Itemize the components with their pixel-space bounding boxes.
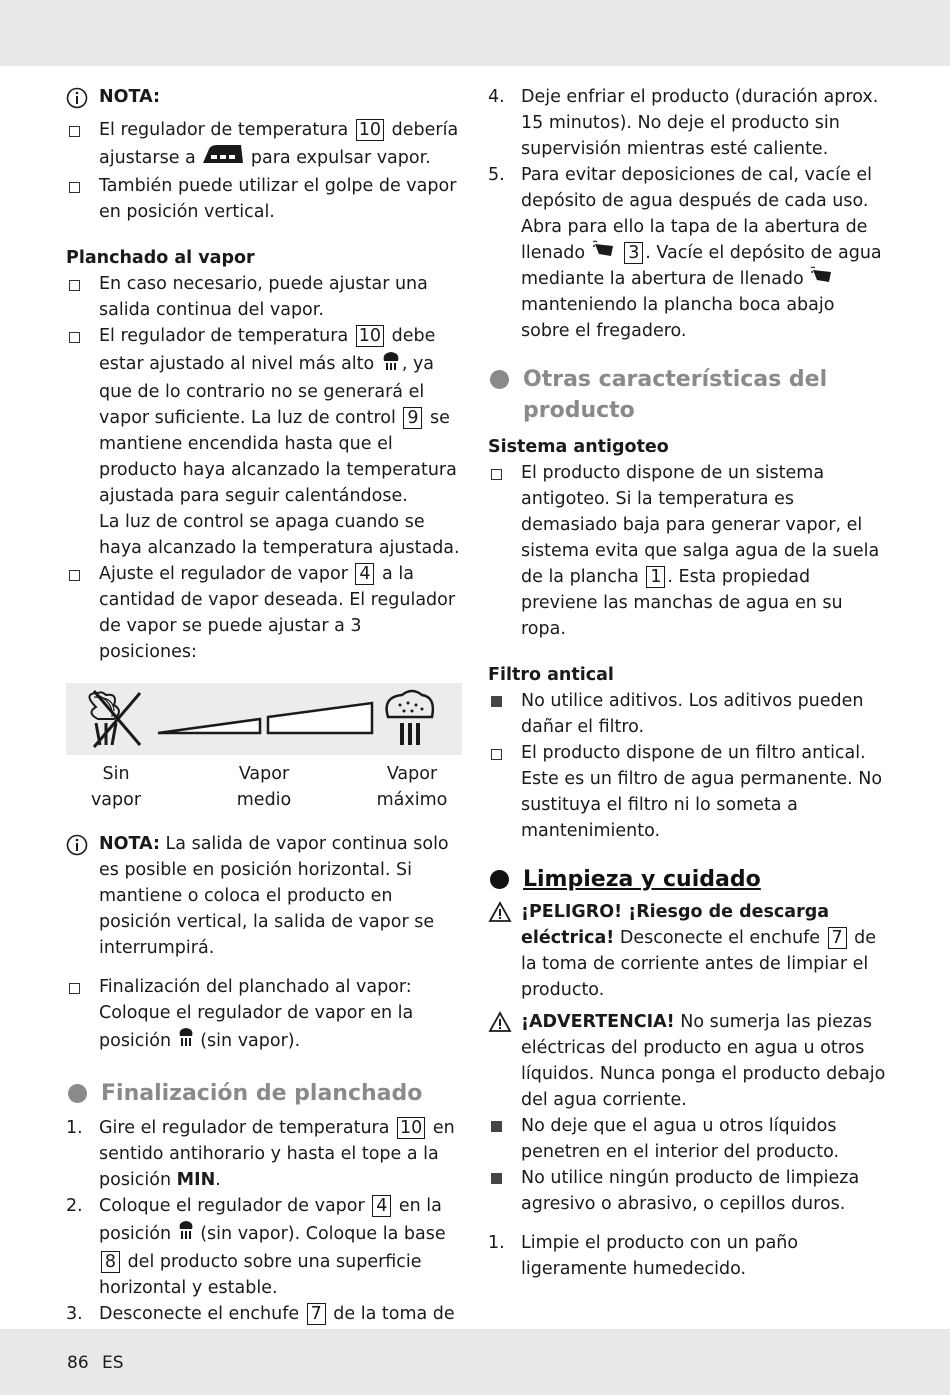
list-item [488,1230,888,1282]
subheading-antigoteo: Sistema antigoteo [488,437,669,457]
text: del producto sobre una superficie horizontal y estable. [99,1252,422,1298]
list-item [66,323,462,561]
checkbox-bullet-icon [69,126,80,137]
no-steam-small-icon [177,1219,195,1249]
square-bullet-icon [491,1173,502,1184]
level-label-none: Sin vapor [90,764,142,810]
danger-block [488,899,888,1003]
part-ref: 10 [397,1117,425,1139]
text: debería ajustarse a [99,120,459,168]
text: de la toma de corriente antes de limpiar el producto. [521,928,877,1000]
info-icon [66,84,99,117]
step-number: 2. [66,1196,83,1216]
note-label: NOTA: [99,834,160,854]
steam-jet-icon [201,143,245,173]
list-item [66,1115,462,1193]
step-number: 3. [66,1304,83,1324]
square-bullet-icon [491,696,502,707]
subheading-planchado-vapor: Planchado al vapor [66,248,255,268]
text: Limpie el producto con un paño ligeramente humedecido. [521,1233,799,1279]
text: Desconecte el enchufe [99,1304,300,1324]
text: Deje enfriar el producto (duración aprox. 15 minutos). No deje el producto sin supervisión mientras esté caliente. [521,87,879,159]
level-label-max: Vapor máximo [376,764,448,810]
note-text: La salida de vapor continua solo es posible en posición horizontal. Si mantiene o coloca el producto en posición vertical, la salida de vapor se interrumpirá. [99,834,449,958]
list-item [66,117,462,173]
part-ref: 7 [307,1303,326,1325]
list-item [66,173,462,225]
checkbox-bullet-icon [69,332,80,343]
language-code: ES [102,1353,124,1373]
list-item [66,561,462,665]
subheading-filtro: Filtro antical [488,665,614,685]
text: El producto dispone de un filtro antical. Este es un filtro de agua permanente. No sustituya el filtro ni lo someta a mantenimiento. [521,743,883,841]
list-item [488,460,888,642]
text: No deje que el agua u otros líquidos penetren en el interior del producto. [521,1116,840,1162]
text: Finalización del planchado al vapor: Coloque el regulador de vapor en la posición [99,977,414,1051]
checkbox-bullet-icon [69,280,80,291]
text: Ajuste el regulador de vapor [99,564,348,584]
part-ref: 10 [356,325,384,347]
list-item [488,1113,888,1165]
left-column [66,84,462,1353]
checkbox-bullet-icon [69,182,80,193]
step-number: 1. [488,1233,505,1253]
text: La luz de control [251,408,396,428]
checkbox-bullet-icon [491,749,502,760]
text: MIN [176,1170,216,1190]
list-item [66,271,462,323]
danger-label: ¡PELIGRO! ¡Riesgo de descarga eléctrica! [521,902,830,948]
text: se mantiene encendida hasta que el producto haya alcanzado la temperatura ajustada para seguir calentándose. [99,408,457,506]
part-ref: 9 [403,407,422,429]
list-item [488,1165,888,1217]
text: (sin vapor). Coloque la base [200,1224,446,1244]
text: Desconecte el enchufe [619,928,820,948]
warning-triangle-icon [488,899,521,1003]
text: Coloque el regulador de vapor [99,1196,365,1216]
fill-opening-icon [809,266,835,292]
text: También puede utilizar el golpe de vapor en posición vertical. [99,176,457,222]
text: , ya que de lo contrario no se generará el vapor suficiente. [99,354,435,428]
list-item [488,162,888,344]
no-steam-small-icon [177,1026,195,1056]
text: manteniendo la plancha boca abajo sobre el fregadero. [521,295,835,341]
part-ref: 3 [624,242,643,264]
section-title: Limpieza y cuidado [523,867,761,892]
text: El regulador de temperatura [99,120,349,140]
steam-max-icon [380,349,402,379]
header-band [0,0,950,66]
footer-band [0,1329,950,1395]
text: Para evitar deposiciones de cal, vacíe el depósito de agua después de cada uso. Abra para ello la tapa de la abertura de llenado [521,165,872,263]
text: No utilice ningún producto de limpieza agresivo o abrasivo, o cepillos duros. [521,1168,860,1214]
right-column [488,84,888,1282]
section-dot-icon [490,870,509,889]
fill-opening-icon [591,240,617,266]
text: La luz de control se apaga cuando se haya alcanzado la temperatura ajustada. [99,512,460,558]
text: debe estar ajustado al nivel más alto [99,326,436,374]
list-item [66,974,462,1056]
list-item [66,1193,462,1301]
steam-level-labels [66,761,462,813]
text: No utilice aditivos. Los aditivos pueden dañar el filtro. [521,691,864,737]
list-item [488,688,888,740]
checkbox-bullet-icon [69,983,80,994]
text: a la cantidad de vapor deseada. El regulador de vapor se puede ajustar a 3 posiciones: [99,564,456,662]
no-steam-icon [89,691,140,747]
text: En caso necesario, puede ajustar una salida continua del vapor. [99,274,428,320]
note-block-2 [66,831,462,961]
info-icon [66,831,99,961]
step-number: 1. [66,1118,83,1138]
text: . Esta propiedad previene las manchas de agua en su ropa. [521,567,843,639]
level-label-medium: Vapor medio [236,764,292,810]
part-ref: 4 [372,1195,391,1217]
section-heading-finalizacion [66,1078,462,1109]
warning-block [488,1009,888,1113]
list-item [488,740,888,844]
section-heading-otras [488,364,888,426]
step-number: 4. [488,87,505,107]
section-heading-limpieza [488,864,888,895]
page-number: 86 [67,1353,89,1373]
checkbox-bullet-icon [69,570,80,581]
section-dot-icon [490,370,509,389]
part-ref: 10 [356,119,384,141]
steam-level-graphic [66,683,462,755]
section-dot-icon [68,1084,87,1103]
text: . [215,1170,221,1190]
text: en la posición [99,1196,442,1244]
section-title: Otras características del producto [523,367,828,423]
page-footer [67,1350,132,1376]
warning-label: ¡ADVERTENCIA! [521,1012,675,1032]
part-ref: 7 [828,927,847,949]
checkbox-bullet-icon [491,469,502,480]
list-item [488,84,888,162]
square-bullet-icon [491,1121,502,1132]
note-label: NOTA: [99,87,160,107]
warning-triangle-icon [488,1009,521,1113]
text: El producto dispone de un sistema antigoteo. Si la temperatura es demasiado baja para generar vapor, el sistema evita que salga agua de la suela de la plancha [521,463,880,587]
text: (sin vapor). [200,1031,301,1051]
section-title: Finalización de planchado [101,1081,423,1106]
note-block-1 [66,84,462,117]
text: Gire el regulador de temperatura [99,1118,390,1138]
text: en sentido antihorario y hasta el tope a la posición [99,1118,455,1190]
text: . Vacíe el depósito de agua mediante la abertura de llenado [521,243,882,289]
text: para expulsar vapor. [250,148,431,168]
max-steam-icon [387,691,433,745]
part-ref: 1 [646,566,665,588]
part-ref: 4 [355,563,374,585]
part-ref: 8 [101,1251,120,1273]
text: No sumerja las piezas eléctricas del producto en agua u otros líquidos. Nunca ponga el producto debajo del agua corriente. [521,1012,886,1110]
text: de la toma de [333,1304,455,1324]
text: El regulador de temperatura [99,326,349,346]
step-number: 5. [488,165,505,185]
